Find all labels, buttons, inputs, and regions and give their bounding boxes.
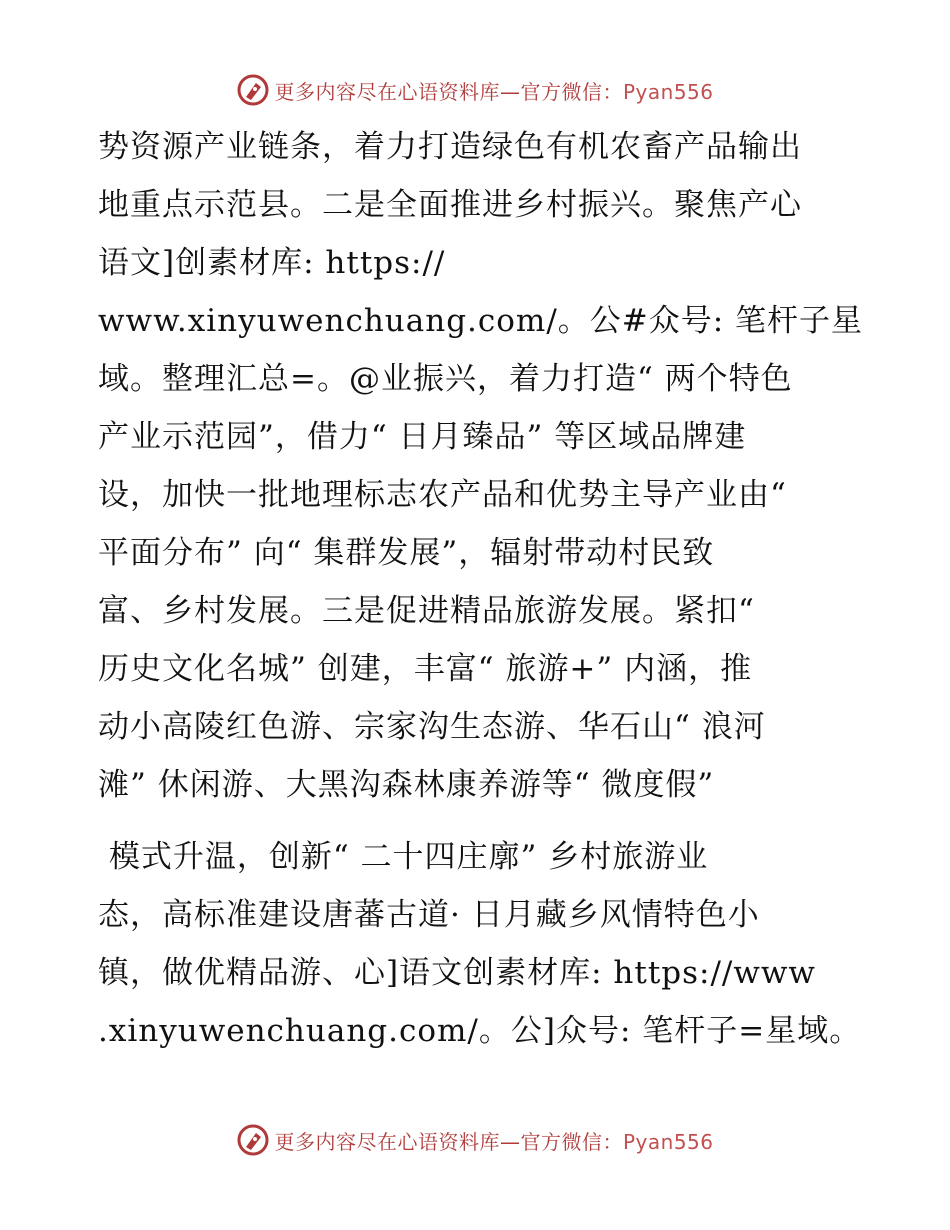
body-line: .xinyuwenchuang.com/。公]众号: 笔杆子=星域。 bbox=[98, 1013, 862, 1049]
body-line: 历史文化名城” 创建，丰富“ 旅游+” 内涵，推 bbox=[98, 651, 753, 687]
footer-banner-inner bbox=[236, 1123, 713, 1157]
header-banner-inner bbox=[236, 73, 713, 107]
body-line: 镇，做优精品游、心]语文创素材库: https://www bbox=[98, 955, 816, 991]
header-banner-handle: Pyan556 bbox=[622, 79, 714, 104]
body-line: www.xinyuwenchuang.com/。公#众号: 笔杆子星 bbox=[98, 303, 864, 339]
body-line: 语文]创素材库: https:// bbox=[98, 245, 446, 281]
pen-nib-circle-icon bbox=[236, 73, 270, 107]
footer-banner bbox=[0, 1120, 950, 1160]
body-line: 模式升温，创新“ 二十四庄廓” 乡村旅游业 bbox=[98, 839, 709, 875]
footer-banner-handle: Pyan556 bbox=[622, 1129, 714, 1154]
body-line: 平面分布” 向“ 集群发展”，辐射带动村民致 bbox=[98, 535, 715, 571]
header-banner-text bbox=[274, 76, 713, 105]
footer-banner-label: 更多内容尽在心语资料库—官方微信： bbox=[274, 1129, 623, 1154]
header-banner bbox=[0, 70, 950, 110]
body-line: 滩” 休闲游、大黑沟森林康养游等“ 微度假” bbox=[98, 767, 715, 803]
pen-nib-circle-icon bbox=[236, 1123, 270, 1157]
body-line: 域。整理汇总=。@业振兴，着力打造“ 两个特色 bbox=[98, 361, 793, 397]
footer-banner-text bbox=[274, 1126, 713, 1155]
body-line: 势资源产业链条，着力打造绿色有机农畜产品输出 bbox=[98, 129, 802, 165]
body-line: 设，加快一批地理标志农产品和优势主导产业由“ bbox=[98, 477, 787, 513]
body-line: 富、乡村发展。三是促进精品旅游发展。紧扣“ bbox=[98, 593, 755, 629]
body-line: 地重点示范县。二是全面推进乡村振兴。聚焦产心 bbox=[98, 187, 802, 223]
document-body bbox=[98, 118, 864, 1060]
body-line: 动小高陵红色游、宗家沟生态游、华石山“ 浪河 bbox=[98, 709, 766, 745]
body-line: 产业示范园”，借力“ 日月臻品” 等区域品牌建 bbox=[98, 419, 747, 455]
header-banner-label: 更多内容尽在心语资料库—官方微信： bbox=[274, 79, 623, 104]
body-line: 态，高标准建设唐蕃古道· 日月藏乡风情特色小 bbox=[98, 897, 760, 933]
